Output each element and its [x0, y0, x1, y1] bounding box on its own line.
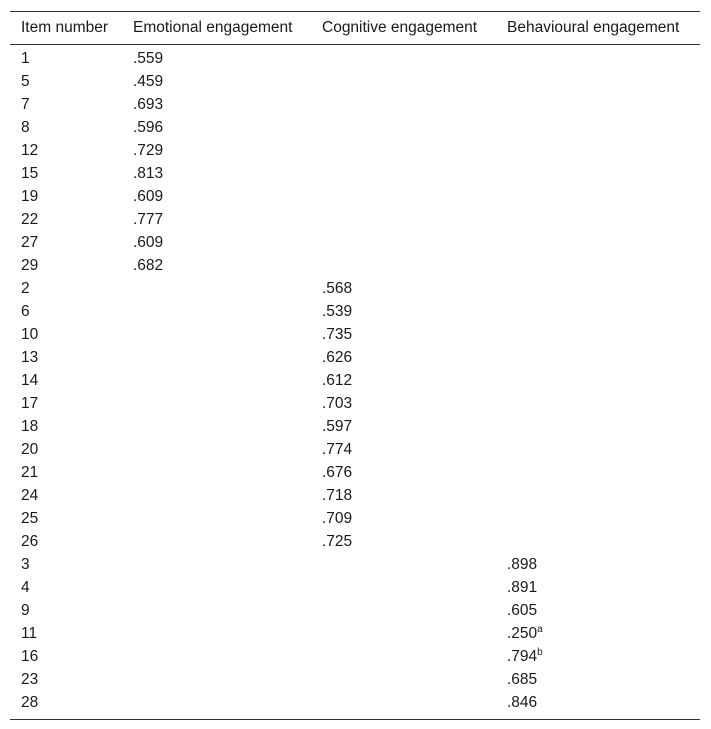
cell-emotional	[122, 438, 311, 461]
cell-behavioural	[496, 599, 700, 622]
cell-behavioural-value: .685	[507, 671, 538, 688]
cell-emotional	[122, 691, 311, 720]
cell-emotional-value: .729	[133, 142, 164, 159]
cell-emotional	[122, 139, 311, 162]
table-row	[10, 300, 700, 323]
cell-item-number-value: 23	[21, 671, 39, 688]
cell-emotional	[122, 70, 311, 93]
cell-item-number	[10, 576, 122, 599]
table-row	[10, 553, 700, 576]
cell-item-number	[10, 254, 122, 277]
cell-behavioural	[496, 691, 700, 720]
cell-cognitive-value: .612	[322, 372, 353, 389]
cell-item-number-value: 29	[21, 257, 39, 274]
cell-item-number-value: 2	[21, 280, 30, 297]
cell-cognitive-value: .626	[322, 349, 353, 366]
cell-behavioural	[496, 392, 700, 415]
cell-emotional	[122, 277, 311, 300]
table-row	[10, 254, 700, 277]
cell-item-number	[10, 116, 122, 139]
table-row	[10, 185, 700, 208]
cell-cognitive-value: .709	[322, 510, 353, 527]
cell-item-number	[10, 599, 122, 622]
cell-emotional	[122, 507, 311, 530]
cell-emotional	[122, 576, 311, 599]
cell-cognitive	[311, 438, 496, 461]
cell-item-number-value: 10	[21, 326, 39, 343]
table-header	[10, 12, 700, 45]
cell-item-number-value: 20	[21, 441, 39, 458]
table-row	[10, 277, 700, 300]
cell-item-number	[10, 691, 122, 720]
cell-behavioural-value: .605	[507, 602, 538, 619]
cell-item-number-value: 13	[21, 349, 39, 366]
table-row	[10, 415, 700, 438]
cell-behavioural	[496, 346, 700, 369]
table-row	[10, 484, 700, 507]
cell-cognitive-value: .774	[322, 441, 353, 458]
cell-cognitive-value: .725	[322, 533, 353, 550]
cell-behavioural	[496, 438, 700, 461]
cell-emotional-value: .777	[133, 211, 164, 228]
cell-item-number-value: 14	[21, 372, 39, 389]
cell-emotional-value: .693	[133, 96, 164, 113]
cell-behavioural	[496, 507, 700, 530]
factor-loadings-table-container	[10, 11, 700, 720]
cell-item-number	[10, 208, 122, 231]
table-row	[10, 668, 700, 691]
cell-emotional	[122, 116, 311, 139]
cell-cognitive	[311, 70, 496, 93]
cell-emotional	[122, 668, 311, 691]
cell-emotional	[122, 254, 311, 277]
cell-cognitive-value: .568	[322, 280, 353, 297]
cell-emotional	[122, 553, 311, 576]
cell-emotional	[122, 392, 311, 415]
cell-cognitive-value: .718	[322, 487, 353, 504]
cell-behavioural	[496, 139, 700, 162]
table-row	[10, 691, 700, 720]
cell-item-number	[10, 530, 122, 553]
table-row	[10, 599, 700, 622]
cell-item-number	[10, 507, 122, 530]
cell-item-number-value: 7	[21, 96, 30, 113]
cell-item-number	[10, 392, 122, 415]
cell-item-number	[10, 45, 122, 71]
cell-item-number-value: 9	[21, 602, 30, 619]
cell-cognitive	[311, 231, 496, 254]
cell-cognitive	[311, 668, 496, 691]
cell-emotional	[122, 461, 311, 484]
cell-emotional-value: .813	[133, 165, 164, 182]
cell-emotional-value: .682	[133, 257, 164, 274]
cell-item-number	[10, 484, 122, 507]
cell-behavioural	[496, 622, 700, 645]
cell-cognitive-value: .597	[322, 418, 353, 435]
header-emotional-engagement: Emotional engagement	[122, 12, 311, 45]
cell-item-number-value: 6	[21, 303, 30, 320]
table-row	[10, 645, 700, 668]
cell-cognitive	[311, 346, 496, 369]
cell-behavioural	[496, 323, 700, 346]
table-row	[10, 392, 700, 415]
cell-emotional	[122, 346, 311, 369]
cell-cognitive	[311, 277, 496, 300]
cell-item-number-value: 25	[21, 510, 39, 527]
footnote-marker: b	[537, 646, 543, 658]
cell-emotional	[122, 185, 311, 208]
cell-cognitive	[311, 323, 496, 346]
cell-item-number	[10, 277, 122, 300]
cell-behavioural	[496, 484, 700, 507]
table-row	[10, 576, 700, 599]
cell-item-number-value: 3	[21, 556, 30, 573]
cell-item-number-value: 4	[21, 579, 30, 596]
cell-item-number	[10, 93, 122, 116]
cell-cognitive	[311, 392, 496, 415]
cell-emotional	[122, 530, 311, 553]
cell-emotional	[122, 415, 311, 438]
cell-behavioural	[496, 461, 700, 484]
cell-behavioural	[496, 162, 700, 185]
cell-cognitive	[311, 461, 496, 484]
cell-emotional	[122, 622, 311, 645]
cell-cognitive	[311, 254, 496, 277]
cell-item-number	[10, 369, 122, 392]
cell-item-number-value: 11	[21, 625, 38, 642]
cell-item-number-value: 1	[21, 50, 30, 67]
cell-item-number-value: 15	[21, 165, 39, 182]
cell-item-number	[10, 70, 122, 93]
cell-cognitive-value: .539	[322, 303, 353, 320]
cell-item-number	[10, 231, 122, 254]
cell-behavioural	[496, 185, 700, 208]
cell-item-number	[10, 323, 122, 346]
cell-behavioural	[496, 369, 700, 392]
header-cognitive-engagement: Cognitive engagement	[311, 12, 496, 45]
cell-behavioural	[496, 576, 700, 599]
table-row	[10, 346, 700, 369]
cell-item-number-value: 19	[21, 188, 39, 205]
table-row	[10, 208, 700, 231]
cell-item-number	[10, 415, 122, 438]
cell-cognitive	[311, 369, 496, 392]
cell-item-number-value: 26	[21, 533, 39, 550]
table-row	[10, 323, 700, 346]
cell-item-number	[10, 553, 122, 576]
cell-cognitive-value: .735	[322, 326, 353, 343]
cell-cognitive	[311, 415, 496, 438]
cell-emotional	[122, 369, 311, 392]
cell-emotional-value: .609	[133, 188, 164, 205]
cell-behavioural-value: .250	[507, 625, 538, 642]
cell-cognitive	[311, 553, 496, 576]
cell-item-number	[10, 461, 122, 484]
cell-item-number-value: 16	[21, 648, 39, 665]
cell-emotional	[122, 323, 311, 346]
table-row	[10, 70, 700, 93]
table-row	[10, 93, 700, 116]
cell-behavioural-value: .898	[507, 556, 538, 573]
cell-behavioural-value: .794	[507, 648, 538, 665]
cell-behavioural	[496, 93, 700, 116]
cell-emotional	[122, 300, 311, 323]
cell-cognitive	[311, 300, 496, 323]
cell-emotional	[122, 208, 311, 231]
cell-emotional	[122, 645, 311, 668]
cell-emotional-value: .596	[133, 119, 164, 136]
cell-behavioural	[496, 116, 700, 139]
cell-behavioural	[496, 645, 700, 668]
cell-behavioural	[496, 415, 700, 438]
table-row	[10, 231, 700, 254]
cell-item-number	[10, 645, 122, 668]
cell-behavioural	[496, 668, 700, 691]
cell-emotional	[122, 45, 311, 71]
header-row	[10, 12, 700, 45]
cell-item-number-value: 5	[21, 73, 30, 90]
table-row	[10, 139, 700, 162]
table-row	[10, 507, 700, 530]
cell-emotional	[122, 231, 311, 254]
cell-item-number-value: 8	[21, 119, 30, 136]
table-row	[10, 369, 700, 392]
table-row	[10, 162, 700, 185]
cell-item-number	[10, 300, 122, 323]
cell-emotional-value: .459	[133, 73, 164, 90]
cell-cognitive	[311, 576, 496, 599]
cell-behavioural-value: .846	[507, 694, 538, 711]
cell-item-number-value: 21	[21, 464, 39, 481]
cell-emotional-value: .609	[133, 234, 164, 251]
footnote-marker: a	[537, 623, 543, 635]
cell-item-number	[10, 139, 122, 162]
cell-item-number	[10, 162, 122, 185]
table-row	[10, 116, 700, 139]
cell-behavioural	[496, 208, 700, 231]
cell-item-number-value: 12	[21, 142, 39, 159]
cell-cognitive	[311, 622, 496, 645]
cell-item-number-value: 17	[21, 395, 39, 412]
cell-behavioural	[496, 300, 700, 323]
header-behavioural-engagement: Behavioural engagement	[496, 12, 700, 45]
cell-item-number	[10, 346, 122, 369]
cell-item-number-value: 22	[21, 211, 39, 228]
cell-cognitive	[311, 691, 496, 720]
cell-item-number-value: 27	[21, 234, 39, 251]
table-row	[10, 45, 700, 71]
cell-item-number	[10, 438, 122, 461]
cell-emotional	[122, 162, 311, 185]
cell-behavioural	[496, 70, 700, 93]
cell-cognitive	[311, 162, 496, 185]
cell-item-number-value: 18	[21, 418, 39, 435]
cell-item-number	[10, 622, 122, 645]
cell-item-number-value: 24	[21, 487, 39, 504]
cell-item-number	[10, 185, 122, 208]
cell-cognitive	[311, 116, 496, 139]
cell-behavioural	[496, 231, 700, 254]
table-body	[10, 45, 700, 720]
cell-cognitive	[311, 139, 496, 162]
table-row	[10, 461, 700, 484]
cell-cognitive-value: .676	[322, 464, 353, 481]
cell-emotional	[122, 599, 311, 622]
factor-loadings-table	[10, 11, 700, 720]
table-row	[10, 438, 700, 461]
cell-cognitive	[311, 645, 496, 668]
cell-behavioural	[496, 530, 700, 553]
cell-cognitive	[311, 208, 496, 231]
cell-cognitive	[311, 530, 496, 553]
cell-emotional	[122, 93, 311, 116]
cell-item-number-value: 28	[21, 694, 39, 711]
cell-cognitive	[311, 484, 496, 507]
cell-behavioural	[496, 254, 700, 277]
cell-cognitive	[311, 185, 496, 208]
cell-cognitive	[311, 507, 496, 530]
cell-cognitive	[311, 93, 496, 116]
header-item-number: Item number	[10, 12, 122, 45]
cell-item-number	[10, 668, 122, 691]
table-row	[10, 530, 700, 553]
cell-emotional	[122, 484, 311, 507]
table-row	[10, 622, 700, 645]
cell-behavioural	[496, 45, 700, 71]
cell-behavioural	[496, 277, 700, 300]
cell-cognitive	[311, 45, 496, 71]
cell-cognitive	[311, 599, 496, 622]
cell-emotional-value: .559	[133, 50, 164, 67]
cell-behavioural	[496, 553, 700, 576]
cell-cognitive-value: .703	[322, 395, 353, 412]
cell-behavioural-value: .891	[507, 579, 538, 596]
